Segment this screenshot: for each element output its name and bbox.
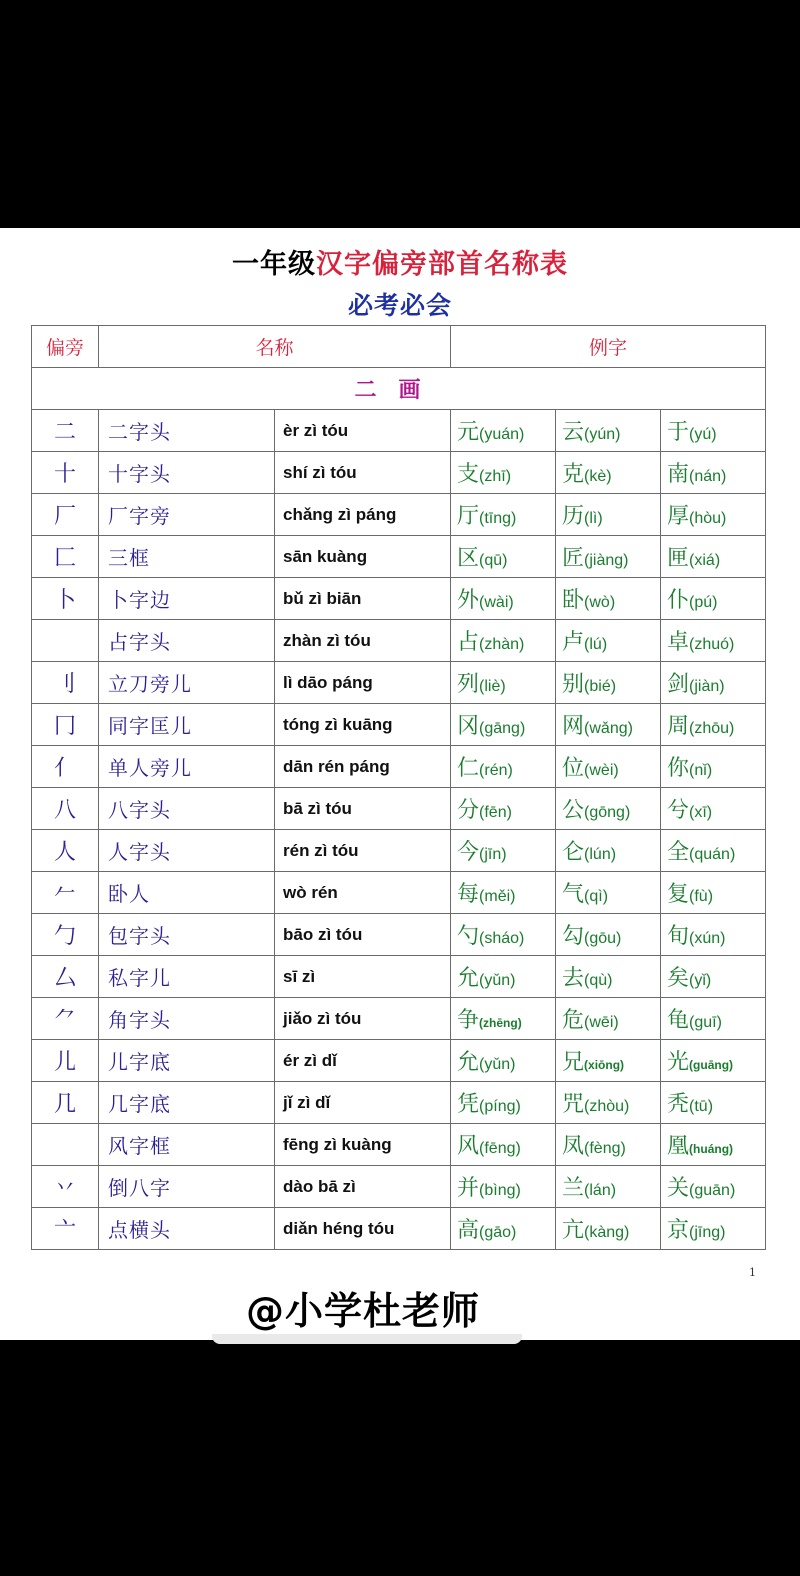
- example-cell: [556, 662, 661, 704]
- table-row: [32, 410, 766, 452]
- radical-name-cell: 厂字旁: [99, 494, 275, 536]
- table-row: [32, 452, 766, 494]
- example-char: 公: [562, 798, 585, 823]
- example-cell: [661, 1166, 766, 1208]
- example-char: 龟: [667, 1008, 690, 1033]
- example-cell: [556, 704, 661, 746]
- example-pinyin: (jīn): [479, 846, 507, 863]
- example-pinyin: (bìng): [479, 1182, 521, 1199]
- example-cell: [451, 536, 556, 578]
- example-pinyin: (huáng): [689, 1142, 734, 1156]
- radical-cell: 匚: [32, 536, 99, 578]
- example-char: 争: [457, 1008, 480, 1033]
- example-cell: [451, 620, 556, 662]
- example-cell: [661, 830, 766, 872]
- example-pinyin: (zhōu): [689, 720, 735, 737]
- example-cell: [451, 956, 556, 998]
- example-cell: [661, 788, 766, 830]
- example-cell: [556, 410, 661, 452]
- example-pinyin: (xī): [689, 804, 713, 821]
- example-pinyin: (qì): [584, 888, 609, 905]
- header-name: 名称: [99, 326, 451, 368]
- example-cell: [451, 1208, 556, 1250]
- example-pinyin: (lún): [584, 846, 617, 863]
- example-char: 克: [562, 462, 585, 487]
- example-pinyin: (fù): [689, 888, 714, 905]
- example-cell: [661, 536, 766, 578]
- example-char: 今: [457, 840, 480, 865]
- example-char: 匣: [667, 546, 690, 571]
- example-pinyin: (zhī): [479, 468, 512, 485]
- example-char: 别: [562, 672, 585, 697]
- example-char: 南: [667, 462, 690, 487]
- example-char: 允: [457, 1050, 480, 1075]
- example-pinyin: (měi): [479, 888, 516, 905]
- pinyin-cell: jǐ zì dǐ: [275, 1082, 451, 1124]
- example-pinyin: (rén): [479, 762, 513, 779]
- example-char: 允: [457, 966, 480, 991]
- radical-cell: 亠: [32, 1208, 99, 1250]
- example-cell: [661, 914, 766, 956]
- example-pinyin: (nǐ): [689, 762, 713, 779]
- header-radical: 偏旁: [32, 326, 99, 368]
- pinyin-cell: rén zì tóu: [275, 830, 451, 872]
- example-cell: [451, 1082, 556, 1124]
- example-cell: [556, 998, 661, 1040]
- example-cell: [451, 1124, 556, 1166]
- example-cell: [451, 704, 556, 746]
- example-cell: [556, 1124, 661, 1166]
- example-pinyin: (kè): [584, 468, 612, 485]
- example-pinyin: (wèi): [584, 762, 619, 779]
- pinyin-cell: bǔ zì biān: [275, 578, 451, 620]
- table-row: [32, 1166, 766, 1208]
- example-pinyin: (quán): [689, 846, 736, 863]
- example-char: 你: [667, 756, 690, 781]
- example-pinyin: (jīng): [689, 1224, 726, 1241]
- radical-name-cell: 同字匡儿: [99, 704, 275, 746]
- table-row: [32, 914, 766, 956]
- table-row: [32, 788, 766, 830]
- radical-cell: 儿: [32, 1040, 99, 1082]
- example-pinyin: (liè): [479, 678, 506, 695]
- radical-cell: 厶: [32, 956, 99, 998]
- table-row: [32, 494, 766, 536]
- example-cell: [451, 410, 556, 452]
- example-char: 冈: [457, 714, 480, 739]
- example-cell: [451, 1166, 556, 1208]
- example-cell: [451, 872, 556, 914]
- example-pinyin: (yǔn): [479, 972, 516, 989]
- example-cell: [451, 452, 556, 494]
- example-pinyin: (gōng): [584, 804, 631, 821]
- table-row: [32, 578, 766, 620]
- pinyin-cell: dān rén páng: [275, 746, 451, 788]
- example-char: 光: [667, 1050, 690, 1075]
- example-pinyin: (lì): [584, 510, 603, 527]
- radical-cell: 几: [32, 1082, 99, 1124]
- example-pinyin: (gāng): [479, 720, 526, 737]
- example-pinyin: (gāo): [479, 1224, 517, 1241]
- pinyin-cell: ér zì dǐ: [275, 1040, 451, 1082]
- example-char: 剑: [667, 672, 690, 697]
- table-row: [32, 1208, 766, 1250]
- example-cell: [661, 1082, 766, 1124]
- title-grade: 一年级: [232, 249, 316, 280]
- example-pinyin: (xiōng): [584, 1058, 625, 1072]
- example-cell: [661, 956, 766, 998]
- example-cell: [451, 746, 556, 788]
- example-char: 旬: [667, 924, 690, 949]
- example-char: 外: [457, 588, 480, 613]
- watermark-bar: [212, 1334, 522, 1344]
- example-cell: [451, 788, 556, 830]
- header-examples: 例字: [451, 326, 766, 368]
- radical-cell: 人: [32, 830, 99, 872]
- example-pinyin: (hòu): [689, 510, 727, 527]
- pinyin-cell: dào bā zì: [275, 1166, 451, 1208]
- example-char: 京: [667, 1218, 690, 1243]
- example-pinyin: (yuán): [479, 426, 525, 443]
- example-char: 兄: [562, 1050, 585, 1075]
- radical-cell: 丷: [32, 1166, 99, 1208]
- example-char: 凤: [562, 1134, 585, 1159]
- example-pinyin: (zhòu): [584, 1098, 630, 1115]
- example-cell: [556, 494, 661, 536]
- example-cell: [661, 1040, 766, 1082]
- example-char: 亢: [562, 1218, 585, 1243]
- table-body: [32, 410, 766, 1250]
- example-char: 并: [457, 1176, 480, 1201]
- radical-cell: [32, 1124, 99, 1166]
- example-char: 凭: [457, 1092, 480, 1117]
- example-pinyin: (gōu): [584, 930, 622, 947]
- example-cell: [556, 620, 661, 662]
- example-cell: [556, 1040, 661, 1082]
- example-char: 秃: [667, 1092, 690, 1117]
- example-pinyin: (zhàn): [479, 636, 525, 653]
- example-pinyin: (lú): [584, 636, 608, 653]
- example-pinyin: (guī): [689, 1014, 722, 1031]
- example-cell: [661, 452, 766, 494]
- example-char: 兮: [667, 798, 690, 823]
- pinyin-cell: sān kuàng: [275, 536, 451, 578]
- example-char: 云: [562, 420, 585, 445]
- pinyin-cell: bā zì tóu: [275, 788, 451, 830]
- example-char: 厅: [457, 504, 480, 529]
- example-char: 仑: [562, 840, 585, 865]
- example-char: 每: [457, 882, 480, 907]
- example-cell: [661, 578, 766, 620]
- table-row: [32, 1040, 766, 1082]
- pinyin-cell: zhàn zì tóu: [275, 620, 451, 662]
- example-char: 咒: [562, 1092, 585, 1117]
- example-pinyin: (kàng): [584, 1224, 630, 1241]
- table-row: [32, 746, 766, 788]
- example-pinyin: (jiàng): [584, 552, 629, 569]
- example-char: 分: [457, 798, 480, 823]
- radical-name-cell: 人字头: [99, 830, 275, 872]
- example-cell: [661, 410, 766, 452]
- example-char: 于: [667, 420, 690, 445]
- example-char: 周: [667, 714, 690, 739]
- example-pinyin: (wò): [584, 594, 616, 611]
- radical-cell: 厂: [32, 494, 99, 536]
- radical-cell: 亻: [32, 746, 99, 788]
- example-char: 矣: [667, 966, 690, 991]
- pinyin-cell: sī zì: [275, 956, 451, 998]
- radical-name-cell: 卧人: [99, 872, 275, 914]
- example-char: 危: [562, 1008, 585, 1033]
- example-pinyin: (yǐ): [689, 972, 712, 989]
- radical-cell: 十: [32, 452, 99, 494]
- example-char: 元: [457, 420, 480, 445]
- example-pinyin: (wēi): [584, 1014, 619, 1031]
- example-cell: [451, 494, 556, 536]
- radical-cell: 勹: [32, 914, 99, 956]
- table-header-row: [32, 326, 766, 368]
- document-page: [0, 228, 800, 1340]
- example-pinyin: (xún): [689, 930, 726, 947]
- example-pinyin: (zhuó): [689, 636, 735, 653]
- pinyin-cell: fēng zì kuàng: [275, 1124, 451, 1166]
- example-cell: [556, 578, 661, 620]
- example-cell: [451, 914, 556, 956]
- radical-name-cell: 倒八字: [99, 1166, 275, 1208]
- example-pinyin: (fēng): [479, 1140, 521, 1157]
- example-char: 去: [562, 966, 585, 991]
- example-pinyin: (zhēng): [479, 1016, 522, 1030]
- page-subtitle: 必考必会: [347, 291, 452, 320]
- example-pinyin: (yún): [584, 426, 621, 443]
- example-cell: [556, 746, 661, 788]
- pinyin-cell: chǎng zì páng: [275, 494, 451, 536]
- example-pinyin: (sháo): [479, 930, 525, 947]
- radical-cell: 二: [32, 410, 99, 452]
- radical-name-cell: 单人旁儿: [99, 746, 275, 788]
- example-pinyin: (wài): [479, 594, 514, 611]
- example-cell: [451, 1040, 556, 1082]
- example-pinyin: (fēn): [479, 804, 512, 821]
- radical-name-cell: 十字头: [99, 452, 275, 494]
- example-cell: [556, 914, 661, 956]
- radical-name-cell: 点横头: [99, 1208, 275, 1250]
- table-row: [32, 662, 766, 704]
- example-char: 兰: [562, 1176, 585, 1201]
- example-char: 凰: [667, 1134, 690, 1159]
- example-char: 气: [562, 882, 585, 907]
- title-main: 汉字偏旁部首名称表: [316, 249, 568, 280]
- pinyin-cell: jiǎo zì tóu: [275, 998, 451, 1040]
- example-char: 仆: [667, 588, 690, 613]
- radical-name-cell: 三框: [99, 536, 275, 578]
- section-row: [32, 368, 766, 410]
- example-char: 仁: [457, 756, 480, 781]
- pinyin-cell: diǎn héng tóu: [275, 1208, 451, 1250]
- radical-name-cell: 角字头: [99, 998, 275, 1040]
- radical-name-cell: 占字头: [99, 620, 275, 662]
- pinyin-cell: bāo zì tóu: [275, 914, 451, 956]
- example-char: 关: [667, 1176, 690, 1201]
- example-char: 厚: [667, 504, 690, 529]
- example-char: 匠: [562, 546, 585, 571]
- example-pinyin: (guān): [689, 1182, 736, 1199]
- table-row: [32, 1124, 766, 1166]
- example-pinyin: (tū): [689, 1098, 714, 1115]
- example-cell: [661, 620, 766, 662]
- example-char: 支: [457, 462, 480, 487]
- example-char: 勺: [457, 924, 480, 949]
- table-row: [32, 536, 766, 578]
- radical-name-cell: 风字框: [99, 1124, 275, 1166]
- example-pinyin: (bié): [584, 678, 617, 695]
- example-cell: [556, 452, 661, 494]
- radical-name-cell: 包字头: [99, 914, 275, 956]
- example-cell: [661, 1208, 766, 1250]
- example-pinyin: (pú): [689, 594, 718, 611]
- radical-name-cell: 八字头: [99, 788, 275, 830]
- example-pinyin: (guāng): [689, 1058, 734, 1072]
- example-pinyin: (wǎng): [584, 720, 633, 737]
- example-char: 历: [562, 504, 585, 529]
- table-row: [32, 998, 766, 1040]
- example-pinyin: (píng): [479, 1098, 521, 1115]
- table-row: [32, 620, 766, 662]
- example-cell: [556, 1082, 661, 1124]
- example-pinyin: (nán): [689, 468, 727, 485]
- radical-cell: 卜: [32, 578, 99, 620]
- example-char: 风: [457, 1134, 480, 1159]
- example-cell: [661, 746, 766, 788]
- table-row: [32, 872, 766, 914]
- table-row: [32, 830, 766, 872]
- example-cell: [661, 1124, 766, 1166]
- example-cell: [556, 788, 661, 830]
- radical-table: [31, 325, 766, 1250]
- page-number: 1: [749, 1266, 756, 1279]
- example-pinyin: (qū): [479, 552, 508, 569]
- example-pinyin: (jiàn): [689, 678, 725, 695]
- radical-cell: 𠂉: [32, 872, 99, 914]
- example-char: 网: [562, 714, 585, 739]
- example-cell: [556, 830, 661, 872]
- radical-cell: 冂: [32, 704, 99, 746]
- watermark-text: @小学杜老师: [245, 1289, 480, 1333]
- table-row: [32, 956, 766, 998]
- pinyin-cell: shí zì tóu: [275, 452, 451, 494]
- example-pinyin: (fèng): [584, 1140, 626, 1157]
- example-char: 卧: [562, 588, 585, 613]
- example-char: 高: [457, 1218, 480, 1243]
- example-char: 卓: [667, 630, 690, 655]
- example-pinyin: (yú): [689, 426, 717, 443]
- radical-name-cell: 私字儿: [99, 956, 275, 998]
- radical-name-cell: 二字头: [99, 410, 275, 452]
- example-cell: [661, 998, 766, 1040]
- pinyin-cell: tóng zì kuāng: [275, 704, 451, 746]
- example-char: 占: [457, 630, 480, 655]
- example-pinyin: (qù): [584, 972, 613, 989]
- example-cell: [451, 830, 556, 872]
- pinyin-cell: lì dāo páng: [275, 662, 451, 704]
- page-title: [0, 242, 800, 281]
- example-cell: [556, 536, 661, 578]
- example-char: 复: [667, 882, 690, 907]
- example-cell: [556, 956, 661, 998]
- example-pinyin: (lán): [584, 1182, 617, 1199]
- radical-cell: ⺈: [32, 998, 99, 1040]
- example-char: 位: [562, 756, 585, 781]
- example-cell: [556, 1208, 661, 1250]
- table-row: [32, 704, 766, 746]
- example-pinyin: (yǔn): [479, 1056, 516, 1073]
- example-char: 卢: [562, 630, 585, 655]
- example-cell: [661, 704, 766, 746]
- radical-cell: 八: [32, 788, 99, 830]
- example-cell: [451, 578, 556, 620]
- table-row: [32, 1082, 766, 1124]
- radical-name-cell: 立刀旁儿: [99, 662, 275, 704]
- pinyin-cell: wò rén: [275, 872, 451, 914]
- radical-name-cell: 卜字边: [99, 578, 275, 620]
- example-char: 列: [457, 672, 480, 697]
- example-cell: [451, 662, 556, 704]
- radical-name-cell: 儿字底: [99, 1040, 275, 1082]
- example-char: 全: [667, 840, 690, 865]
- example-pinyin: (tīng): [479, 510, 517, 527]
- section-label: 二画: [32, 368, 766, 410]
- example-char: 区: [457, 546, 480, 571]
- example-pinyin: (xiá): [689, 552, 721, 569]
- radical-cell: 刂: [32, 662, 99, 704]
- radical-name-cell: 几字底: [99, 1082, 275, 1124]
- radical-cell: [32, 620, 99, 662]
- example-char: 勾: [562, 924, 585, 949]
- example-cell: [661, 494, 766, 536]
- example-cell: [556, 1166, 661, 1208]
- example-cell: [451, 998, 556, 1040]
- pinyin-cell: èr zì tóu: [275, 410, 451, 452]
- example-cell: [661, 872, 766, 914]
- example-cell: [556, 872, 661, 914]
- example-cell: [661, 662, 766, 704]
